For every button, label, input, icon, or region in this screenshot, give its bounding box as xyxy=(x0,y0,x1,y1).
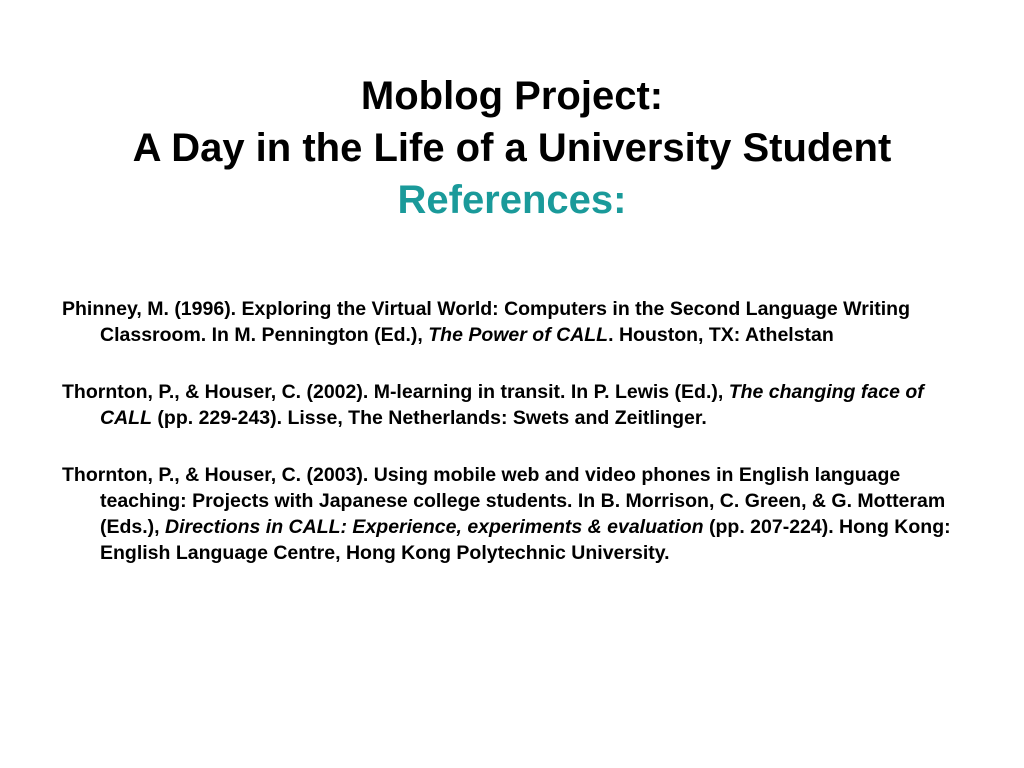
reference-text: (pp. 207-224). Hong Kong: English Language Centre, Hong Kong Polytechnic University. xyxy=(100,516,951,564)
reference-title: The Power of CALL xyxy=(428,324,609,346)
title-line-2: A Day in the Life of a University Student xyxy=(132,126,892,170)
reference-text: Phinney, M. (1996). Exploring the Virtual World: Computers in the Second Language Writing Classroom. In M. Pennington (Ed.), xyxy=(62,298,910,346)
reference-text: Thornton, P., & Houser, C. (2002). M-learning in transit. In P. Lewis (Ed.), xyxy=(62,381,729,403)
reference-list xyxy=(62,296,962,597)
reference-item xyxy=(62,462,962,566)
reference-title: Directions in CALL: Experience, experiments & evaluation xyxy=(165,516,704,538)
title-line-1: Moblog Project: xyxy=(360,74,664,118)
reference-text: . Houston, TX: Athelstan xyxy=(608,324,834,346)
reference-item xyxy=(62,296,962,348)
reference-text: Thornton, P., & Houser, C. (2003). Using mobile web and video phones in English language teaching: Projects with Japanese college students. In B. Morrison, C. Green, & G. Motteram (Eds.), xyxy=(62,464,946,538)
reference-title: The changing face of CALL xyxy=(100,381,924,429)
reference-item xyxy=(62,379,962,431)
reference-text: (pp. 229-243). Lisse, The Netherlands: Swets and Zeitlinger. xyxy=(152,407,707,429)
slide-title xyxy=(0,70,1024,226)
references-heading: References: xyxy=(397,178,627,222)
